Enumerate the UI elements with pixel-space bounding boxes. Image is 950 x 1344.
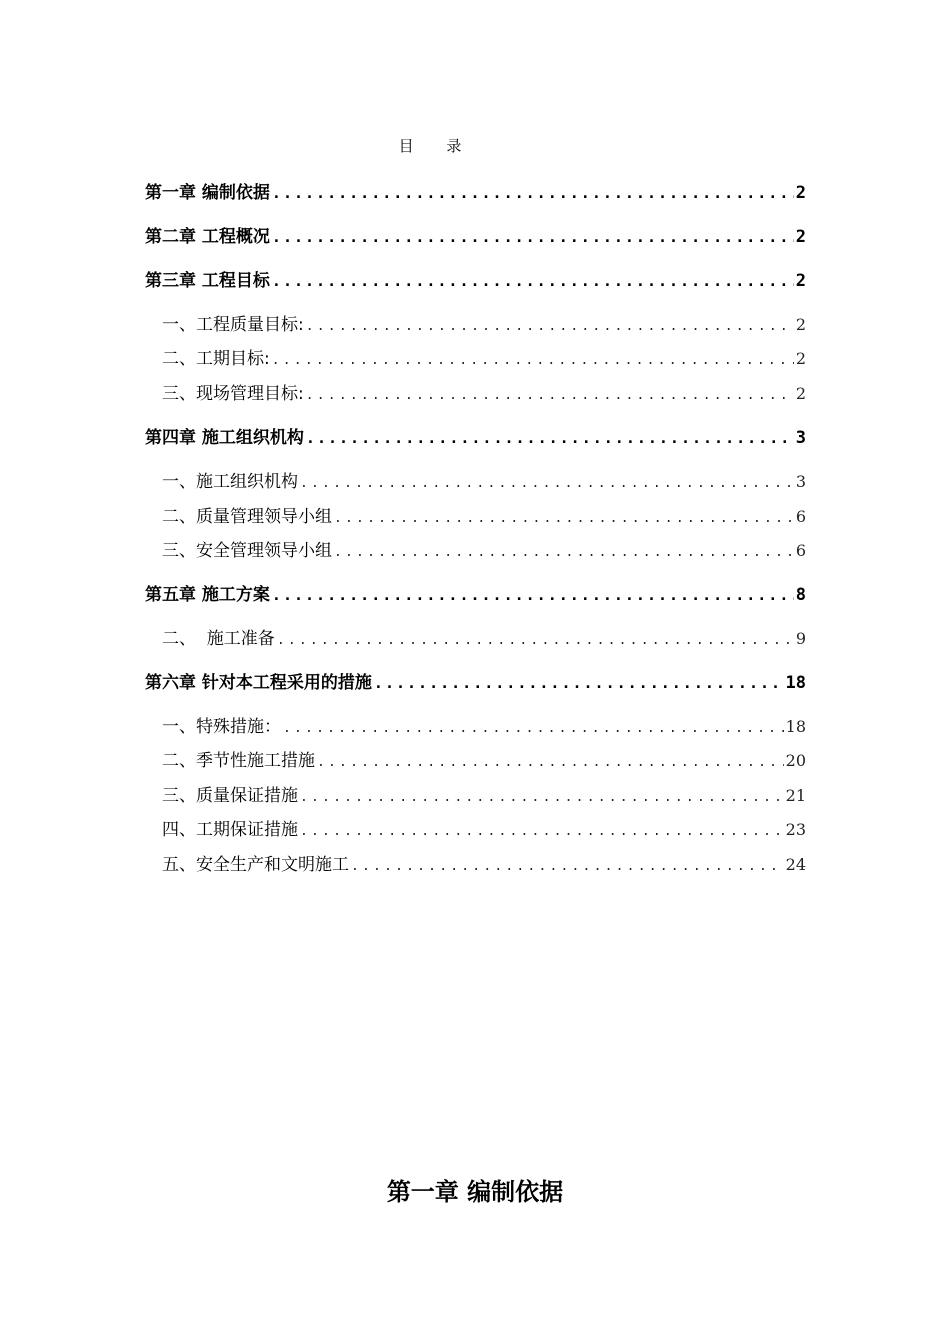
toc-entry-page: 3 xyxy=(795,472,806,491)
toc-entry-page: 24 xyxy=(785,855,806,874)
dot-leader xyxy=(374,674,784,692)
toc-entry-page: 18 xyxy=(785,717,806,736)
dot-leader xyxy=(351,859,784,874)
dot-leader xyxy=(334,511,794,526)
toc-entry-page: 2 xyxy=(795,227,806,247)
toc-entry-label: 三、质量保证措施 xyxy=(162,786,298,806)
dot-leader xyxy=(272,586,794,604)
toc-entry-page: 6 xyxy=(795,541,806,560)
toc-entry-page: 8 xyxy=(795,585,806,605)
toc-entry-page: 23 xyxy=(785,820,806,839)
toc-entry-label: 第一章 编制依据 xyxy=(145,183,270,203)
dot-leader xyxy=(272,272,794,290)
toc-entry-label: 四、工期保证措施 xyxy=(162,820,298,840)
dot-leader xyxy=(300,790,784,805)
toc-entry-page: 20 xyxy=(785,751,806,770)
chapter-heading: 第一章 编制依据 xyxy=(386,1178,564,1206)
toc-entry-section[interactable] xyxy=(162,850,806,875)
toc-entry-chapter-5[interactable] xyxy=(145,580,806,605)
toc-entry-label: 二、工期目标: xyxy=(162,349,270,369)
toc-entry-label: 第四章 施工组织机构 xyxy=(145,428,304,448)
toc-title: 目 录 xyxy=(398,137,476,155)
toc-entry-page: 3 xyxy=(795,428,806,448)
toc-entry-page: 18 xyxy=(785,673,806,693)
toc-entry-page: 2 xyxy=(795,183,806,203)
toc-entry-label: 一、施工组织机构 xyxy=(162,472,298,492)
toc-entry-label: 三、现场管理目标: xyxy=(162,384,304,404)
toc-entry-label: 一、工程质量目标: xyxy=(162,315,304,335)
toc-entry-section[interactable] xyxy=(162,379,806,404)
toc-entry-chapter-2[interactable] xyxy=(145,222,806,247)
toc-entry-section[interactable] xyxy=(162,712,806,737)
toc-entry-label: 二、质量管理领导小组 xyxy=(162,507,332,527)
toc-entry-section[interactable] xyxy=(162,467,806,492)
toc-entry-section[interactable] xyxy=(162,344,806,369)
toc-entry-page: 2 xyxy=(795,384,806,403)
dot-leader xyxy=(300,824,784,839)
toc-entry-chapter-1[interactable] xyxy=(145,178,806,203)
toc-entry-page: 2 xyxy=(795,349,806,368)
toc-entry-label: 二、季节性施工措施 xyxy=(162,751,315,771)
toc-entry-chapter-6[interactable] xyxy=(145,668,806,693)
toc-entry-label: 第五章 施工方案 xyxy=(145,585,270,605)
toc-entry-section[interactable] xyxy=(162,746,806,771)
toc-entry-label: 一、特殊措施： xyxy=(162,717,281,737)
toc-entry-chapter-4[interactable] xyxy=(145,423,806,448)
toc-entry-page: 2 xyxy=(795,315,806,334)
dot-leader xyxy=(306,388,794,403)
dot-leader xyxy=(306,319,794,334)
dot-leader xyxy=(334,545,794,560)
toc-entry-label: 第三章 工程目标 xyxy=(145,271,270,291)
toc-entry-label: 第六章 针对本工程采用的措施 xyxy=(145,673,372,693)
dot-leader xyxy=(272,184,794,202)
toc-entry-label: 五、安全生产和文明施工 xyxy=(162,855,349,875)
toc-entry-page: 6 xyxy=(795,507,806,526)
toc-entry-label: 第二章 工程概况 xyxy=(145,227,270,247)
toc-entry-page: 21 xyxy=(785,786,806,805)
dot-leader xyxy=(283,721,784,736)
dot-leader xyxy=(300,476,794,491)
toc-entry-label: 三、安全管理领导小组 xyxy=(162,541,332,561)
dot-leader xyxy=(277,633,794,648)
toc-entry-label: 二、 施工准备 xyxy=(162,629,275,649)
dot-leader xyxy=(306,429,794,447)
toc-entry-section[interactable] xyxy=(162,536,806,561)
toc-entry-section[interactable] xyxy=(162,624,806,649)
toc-entry-section[interactable] xyxy=(162,502,806,527)
dot-leader xyxy=(317,755,784,770)
toc-entry-section[interactable] xyxy=(162,310,806,335)
toc-entry-section[interactable] xyxy=(162,815,806,840)
toc-entry-chapter-3[interactable] xyxy=(145,266,806,291)
toc-entry-page: 2 xyxy=(795,271,806,291)
dot-leader xyxy=(272,353,794,368)
dot-leader xyxy=(272,228,794,246)
toc-entry-section[interactable] xyxy=(162,781,806,806)
toc-entry-page: 9 xyxy=(795,629,806,648)
